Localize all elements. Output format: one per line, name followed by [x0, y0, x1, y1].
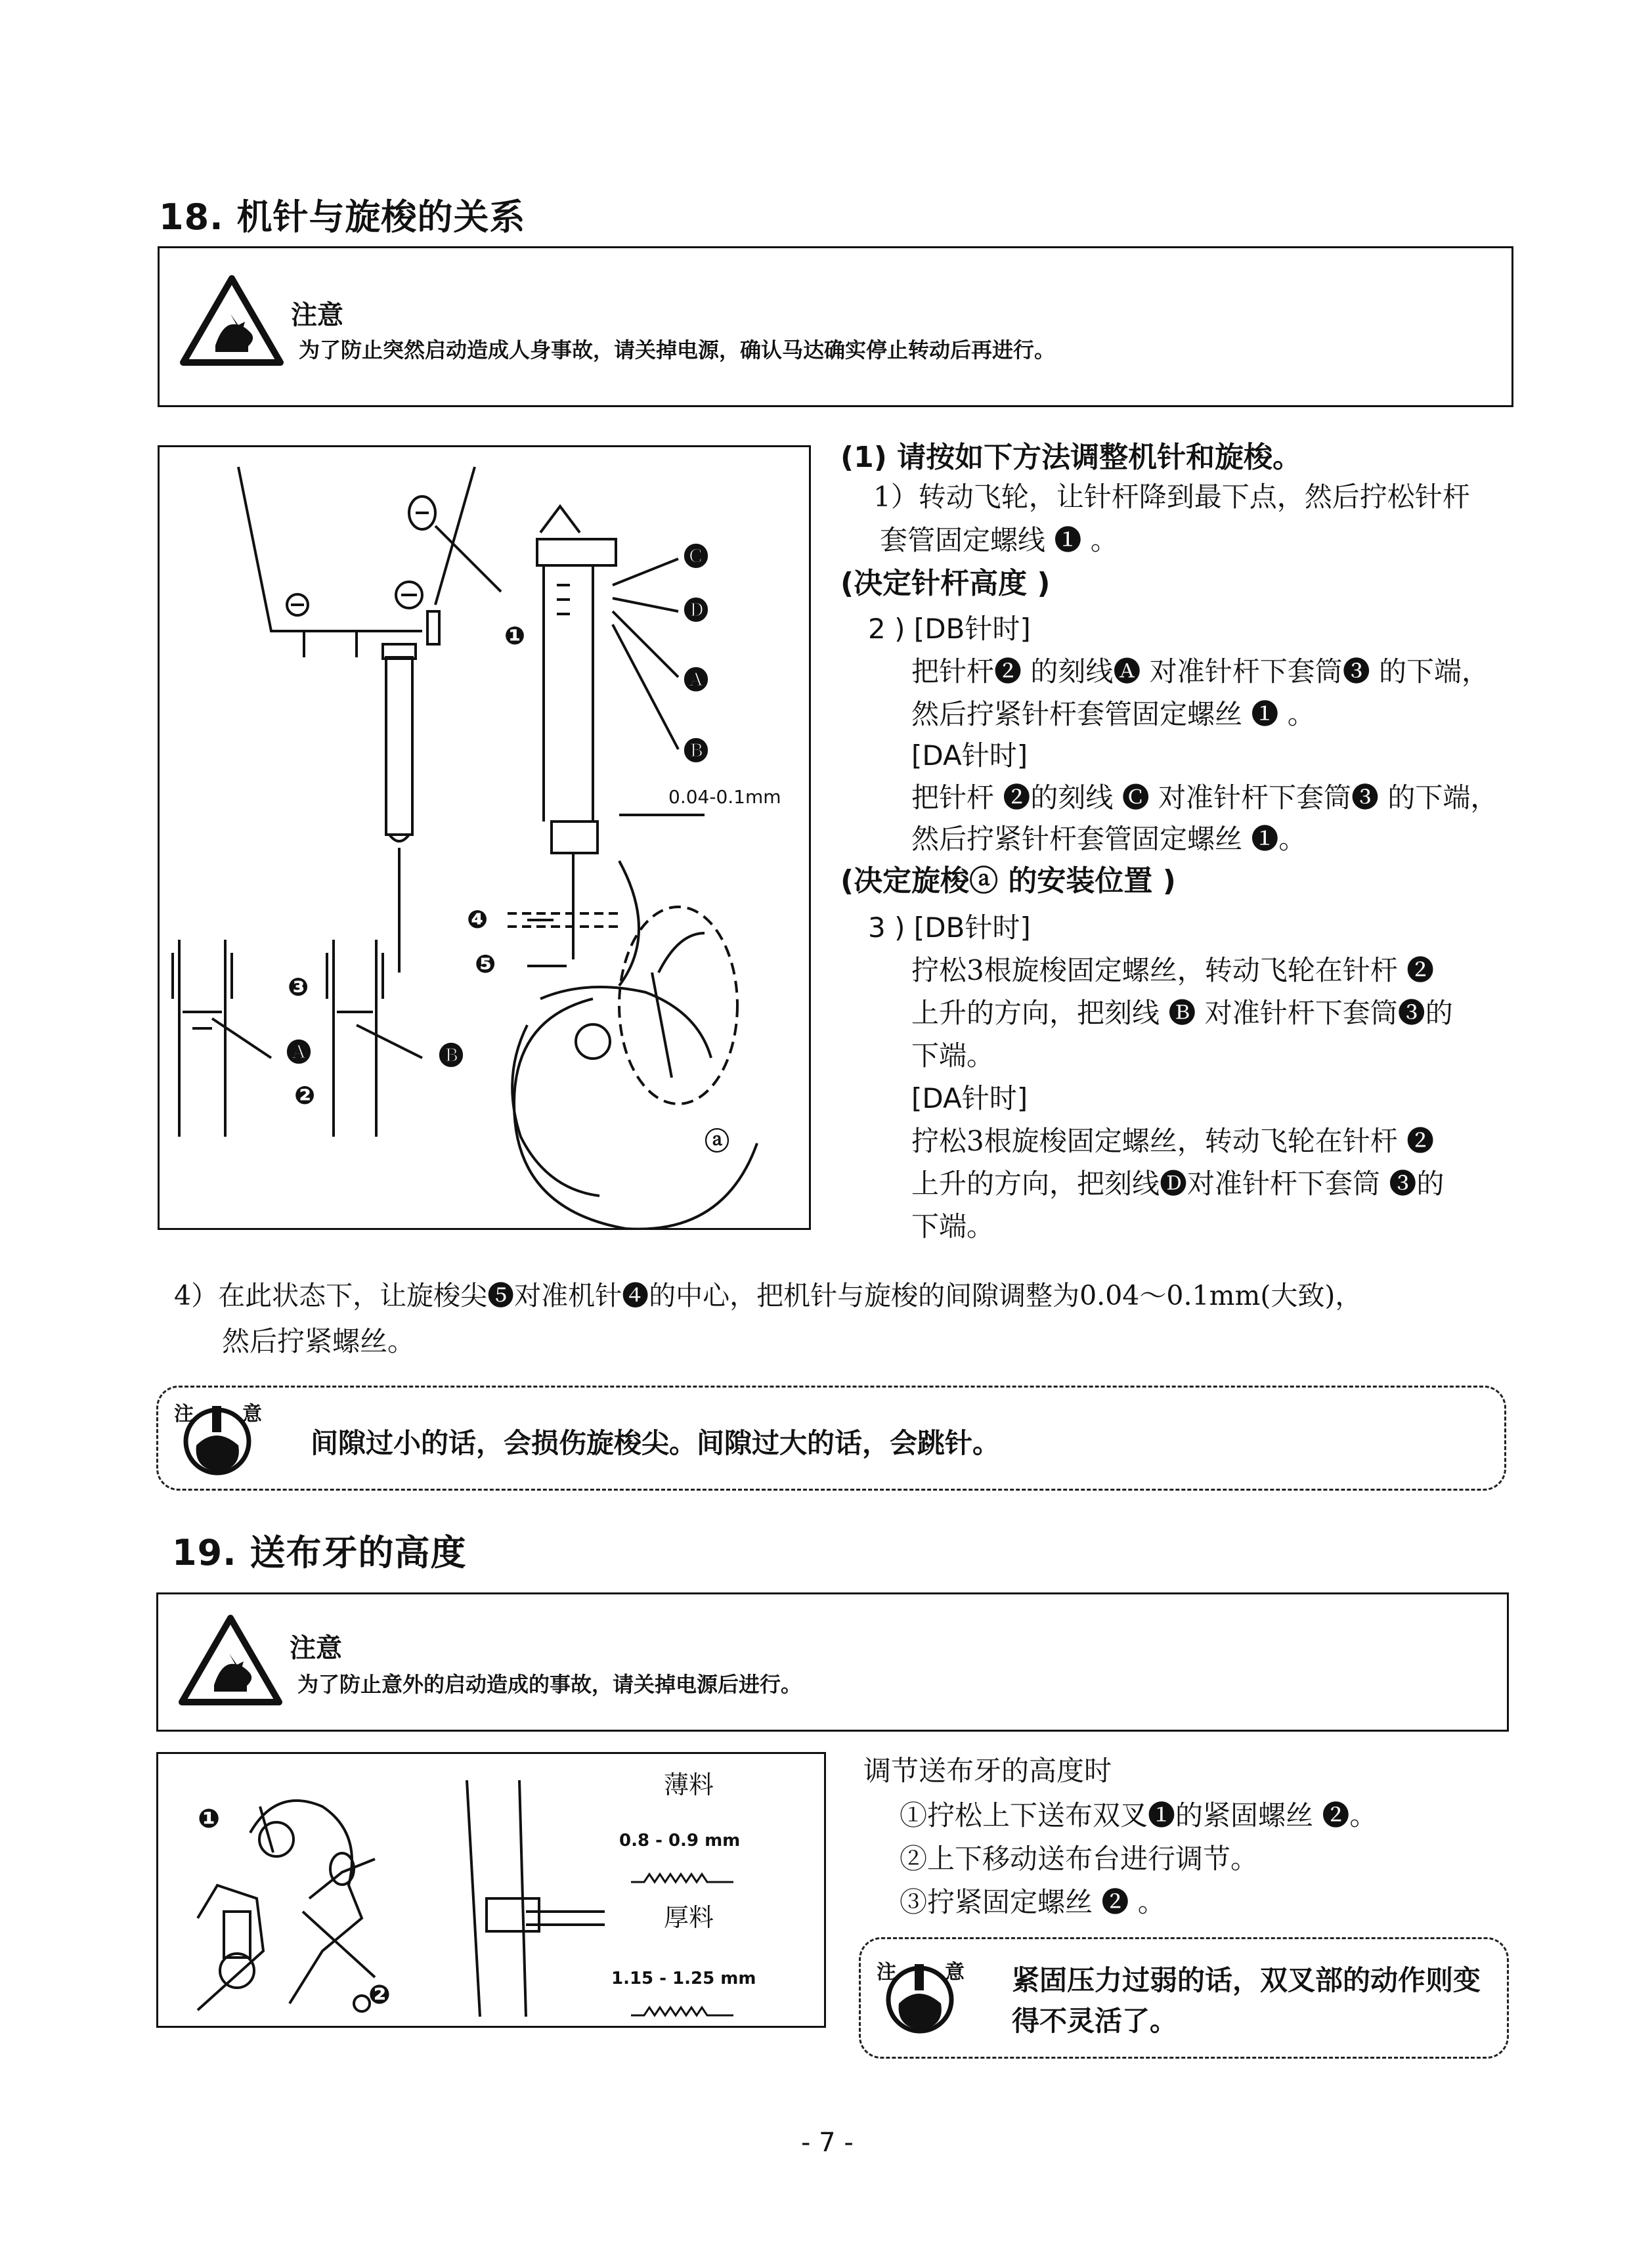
caution-hand-icon [170, 1394, 269, 1479]
warning-box-18 [158, 246, 1513, 407]
marker-A: 🅐 [684, 666, 709, 695]
section-19-title: 19. 送布牙的高度 [172, 1532, 467, 1573]
thick-label: 厚料 [664, 1903, 714, 1932]
caution-box-19 [859, 1937, 1509, 2059]
marker-B-left: 🅑 [439, 1041, 464, 1070]
caution-text-18: 间隙过小的话，会损伤旋梭尖。间隙过大的话，会跳针。 [311, 1427, 1001, 1459]
feed-intro: 调节送布牙的高度时 [863, 1755, 1112, 1787]
marker-2: ❷ [368, 1980, 391, 2010]
warning-text: 为了防止突然启动造成人身事故，请关掉电源，确认马达确实停止转动后再进行。 [299, 338, 1056, 362]
caution-line2-19: 得不灵活了。 [1012, 2005, 1178, 2037]
step2-da-line1: 把针杆 ❷的刻线 🅒 对准针杆下套筒❸ 的下端， [911, 781, 1498, 814]
step3-db-line3: 下端。 [911, 1040, 995, 1072]
marker-A-left: 🅐 [286, 1038, 312, 1067]
marker-B: 🅑 [684, 737, 709, 766]
feed-dog-diagram [158, 1754, 824, 2026]
hook-position-heading: (决定旋梭ⓐ 的安装位置 ) [840, 864, 1176, 898]
step4-line1: 4）在此状态下，让旋梭尖❺对准机针❹的中心，把机针与旋梭的间隙调整为0.04～0.1mm(大致)， [174, 1280, 1362, 1311]
thick-feed-teeth [631, 2007, 733, 2015]
thin-label: 薄料 [664, 1770, 714, 1799]
caution-icon-right: 意 [945, 1961, 965, 1984]
caution-icon-left: 注 [174, 1403, 194, 1426]
warning-text: 为了防止意外的启动造成的事故，请关掉电源后进行。 [297, 1672, 802, 1697]
marker-hook: ⓐ [705, 1127, 730, 1156]
step3-da-label: [DA针时] [911, 1082, 1028, 1114]
step3-db-line2: 上升的方向，把刻线 🅑 对准针杆下套筒❸的 [911, 997, 1453, 1029]
marker-1: ❶ [504, 621, 526, 650]
marker-5: ❺ [475, 950, 496, 978]
step2-db-line1: 把针杆❷ 的刻线🅐 对准针杆下套筒❸ 的下端， [911, 655, 1490, 688]
step2-da-label: [DA针时] [911, 739, 1028, 772]
feed-step2: ②上下移动送布台进行调节。 [900, 1843, 1259, 1875]
figure-needle-hook [158, 445, 811, 1230]
marker-1: ❶ [198, 1804, 220, 1834]
step3-label: 3 ) [DB针时] [868, 911, 1031, 944]
heading-adjust: (1) 请按如下方法调整机针和旋梭。 [840, 441, 1302, 474]
step2-db-line2: 然后拧紧针杆套管固定螺丝 ❶ 。 [911, 698, 1315, 730]
gap-label: 0.04-0.1mm [668, 786, 781, 808]
caution-line1-19: 紧固压力过弱的话，双叉部的动作则变 [1012, 1964, 1481, 1996]
marker-C: 🅒 [684, 542, 709, 571]
section-18-title: 18. 机针与旋梭的关系 [159, 196, 526, 238]
step1-line1: 1）转动飞轮，让针杆降到最下点，然后拧松针杆 [873, 481, 1470, 513]
marker-4: ❹ [467, 905, 489, 934]
marker-3: ❸ [288, 973, 309, 1001]
caution-hand-icon [873, 1952, 971, 2038]
step3-da-line3: 下端。 [911, 1210, 995, 1242]
step1-line2: 套管固定螺线 ❶ 。 [880, 524, 1118, 556]
needle-hook-diagram [160, 447, 809, 1228]
step2-label: 2 ) [DB针时] [868, 613, 1031, 645]
step2-da-line2: 然后拧紧针杆套管固定螺丝 ❶。 [911, 823, 1307, 855]
thin-feed-teeth [631, 1874, 733, 1882]
warning-box-19 [156, 1592, 1509, 1732]
caution-box-18 [156, 1386, 1506, 1491]
needle-height-heading: (决定针杆高度 ) [840, 567, 1051, 600]
hand-hazard-icon [179, 274, 284, 366]
warning-label: 注意 [291, 300, 343, 330]
warning-label: 注意 [290, 1633, 342, 1663]
marker-D: 🅓 [684, 596, 709, 625]
caution-icon-left: 注 [877, 1961, 896, 1984]
marker-2: ❷ [294, 1081, 316, 1110]
step3-da-line2: 上升的方向，把刻线🅓对准针杆下套筒 ❸的 [911, 1168, 1445, 1200]
thin-value: 0.8 - 0.9 mm [619, 1831, 741, 1851]
caution-icon-right: 意 [242, 1403, 262, 1426]
hand-hazard-icon [178, 1614, 283, 1706]
page-number: - 7 - [801, 2128, 854, 2158]
step3-db-line1: 拧松3根旋梭固定螺丝，转动飞轮在针杆 ❷ [911, 954, 1435, 986]
step4-line2: 然后拧紧螺丝。 [222, 1325, 416, 1357]
step3-da-line1: 拧松3根旋梭固定螺丝，转动飞轮在针杆 ❷ [911, 1125, 1435, 1157]
feed-step3: ③拧紧固定螺丝 ❷ 。 [900, 1886, 1165, 1918]
feed-step1: ①拧松上下送布双叉❶的紧固螺丝 ❷。 [900, 1799, 1378, 1831]
thick-value: 1.15 - 1.25 mm [611, 1969, 756, 1988]
figure-feed-dog [156, 1752, 826, 2028]
